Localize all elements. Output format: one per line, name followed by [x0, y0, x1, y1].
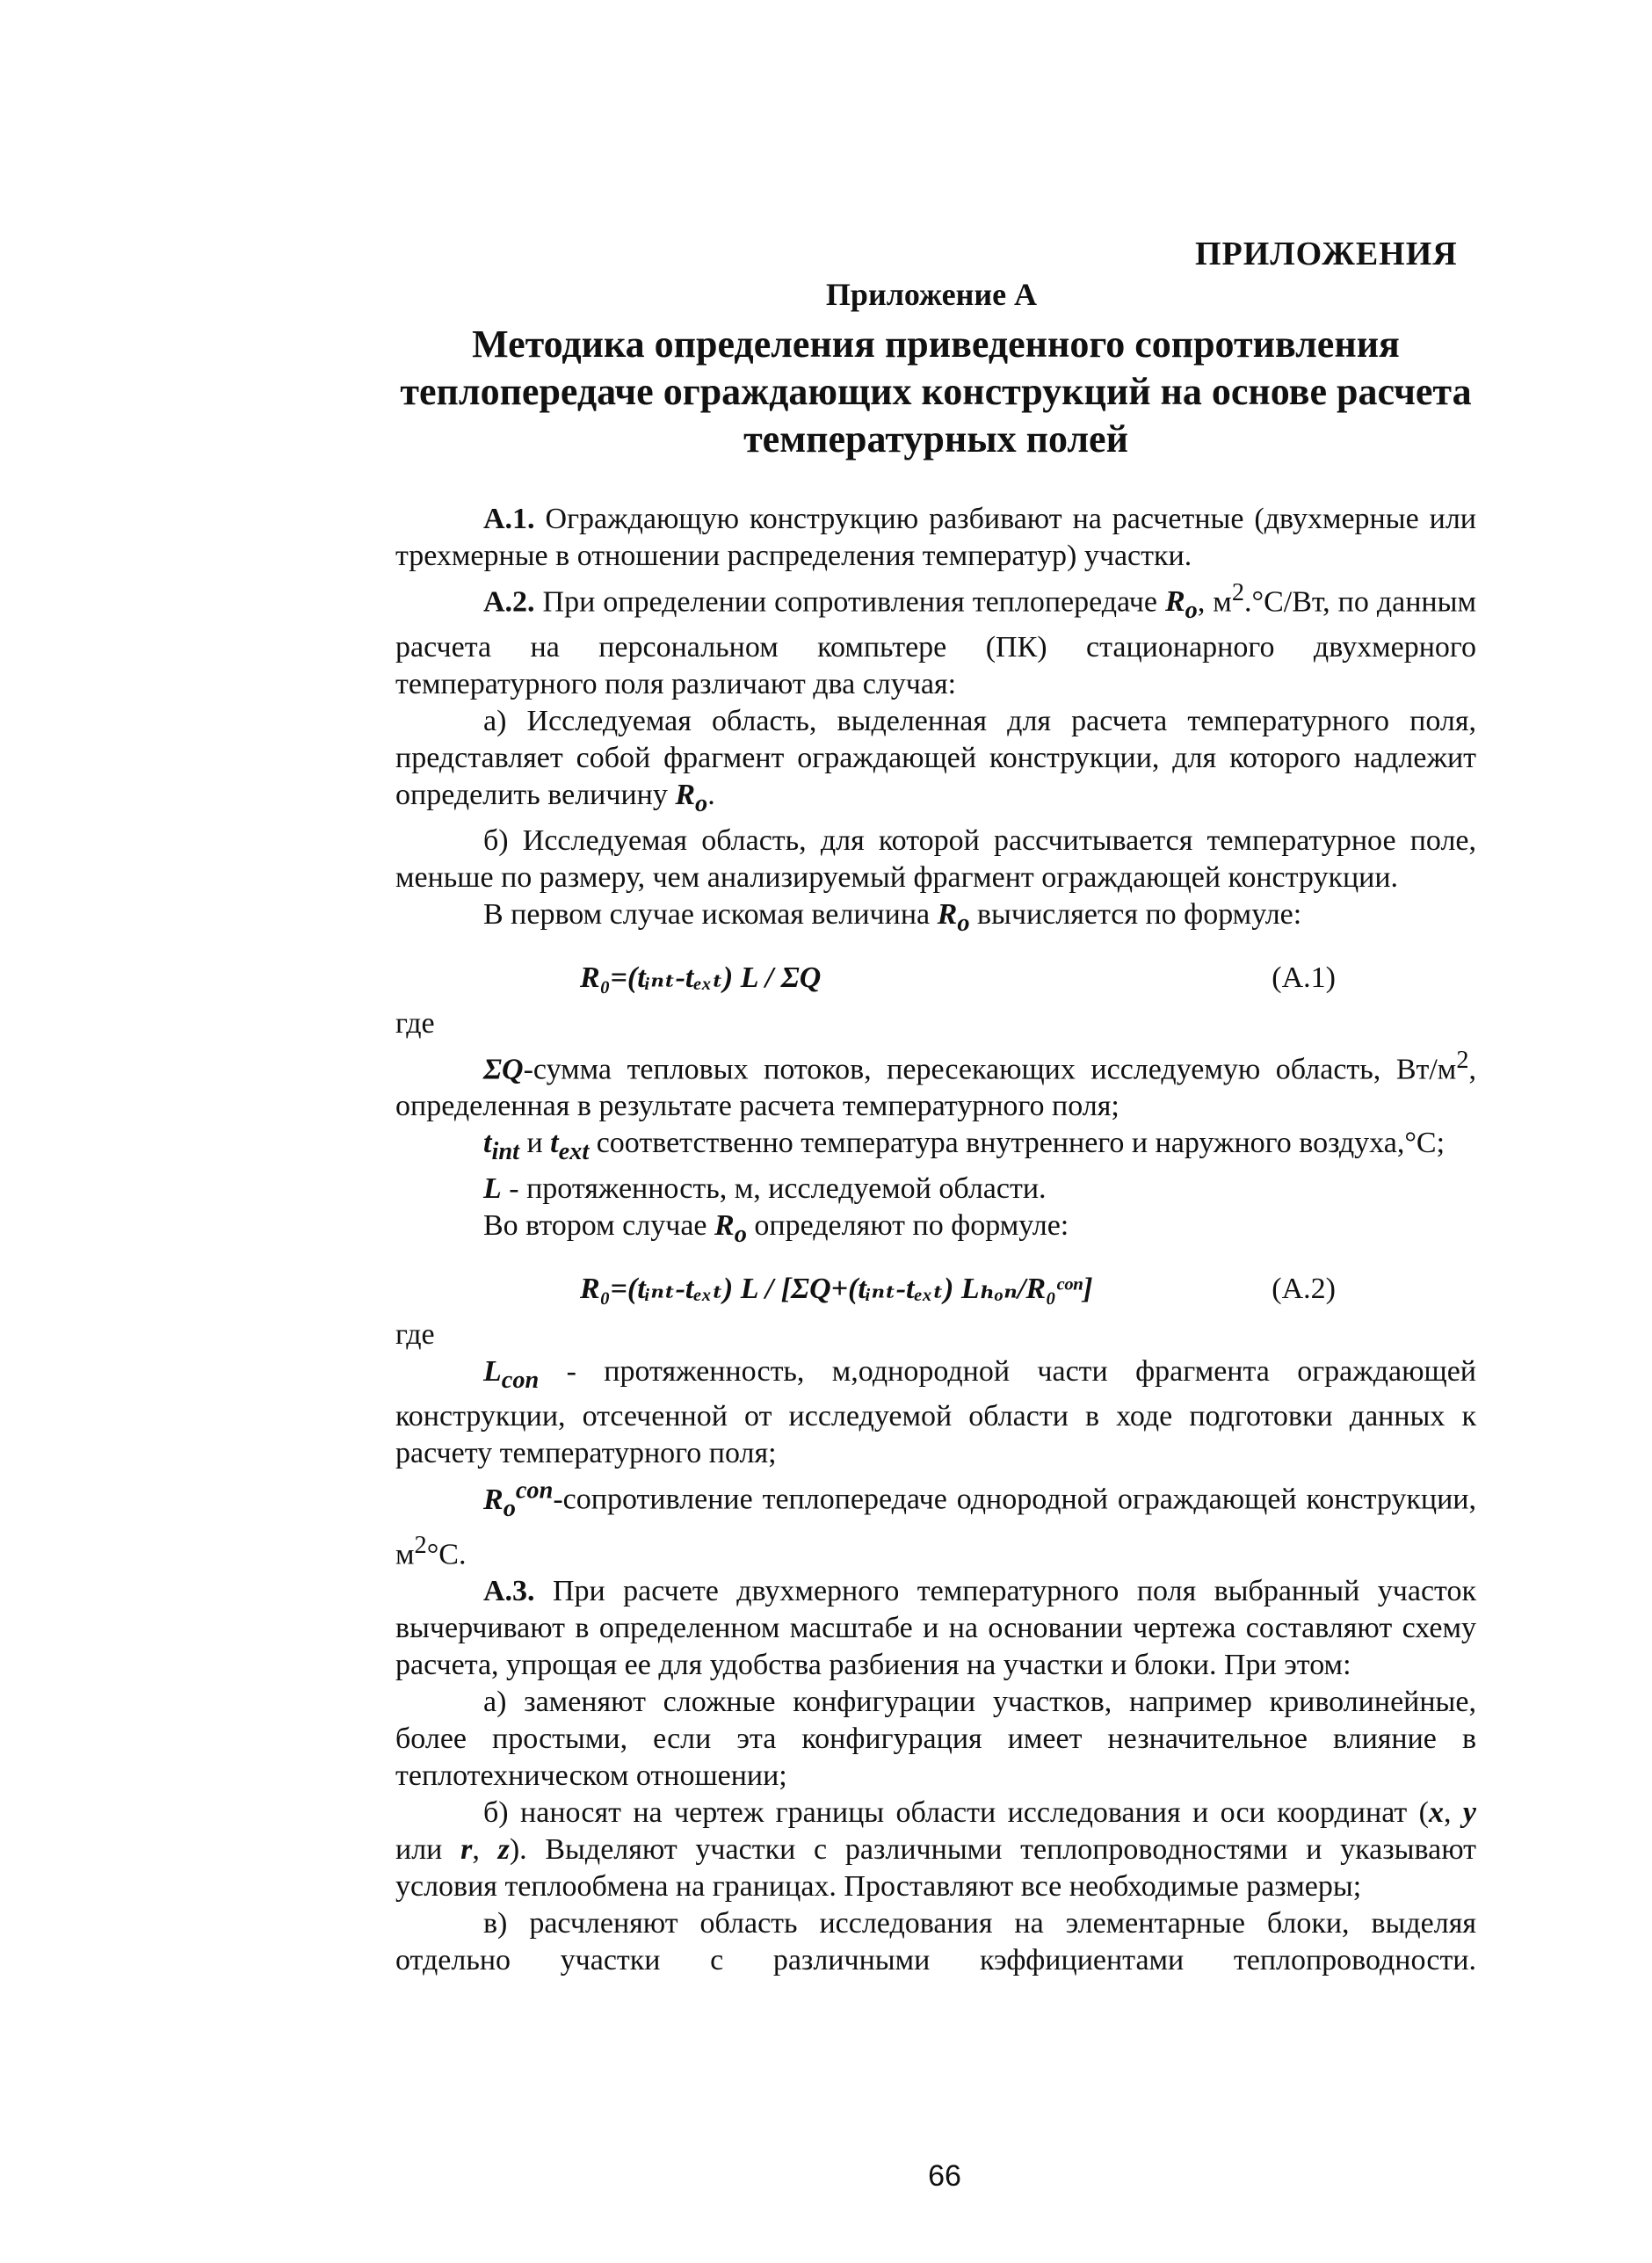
paragraph-a3-b: б) наносят на чертеж границы области исследования и оси координат (x, y или r, z). Выделяют участки с различными теплопроводностями и указывают условия теплообмена на границах. Проставляют все необходимые размеры; — [395, 1795, 1477, 1903]
formula-a2-row — [395, 1271, 1476, 1316]
paragraph-a1: А.1. Ограждающую конструкцию разбивают на расчетные (двухмерные или трехмерные в отношении распределения температур) участки. — [395, 503, 1476, 572]
definition-temperatures: $t_{int}$ и $t_{ext}$ соответственно температура внутреннего и наружного воздуха,°С; — [483, 1127, 1446, 1165]
where-label-1: где — [395, 1006, 435, 1040]
paragraph-second-case: Во втором случае $R_o$ определяют по формуле: — [483, 1208, 1069, 1248]
paragraph-a3-a: а) заменяют сложные конфигурации участков, например криволинейные, более простыми, если эта конфигурация имеет незначительное влияние в теплотехническом отношении; — [395, 1685, 1476, 1792]
appendix-label: Приложение А — [825, 277, 1038, 312]
definition-rcon: $R_o^{con}$-сопротивление теплопередаче однородной ограждающей конструкции, $м^2^\circ С$. — [395, 1476, 1476, 1570]
paragraph-first-case: В первом случае искомая величина $R_o$ вычисляется по формуле: — [483, 897, 1302, 937]
formula-a1-row — [395, 960, 1476, 1005]
definition-length: L - протяженность, м, исследуемой области. — [483, 1171, 1047, 1205]
paragraph-a3-v: в) расчленяют область исследования на элементарные блоки, выделяя отдельно участки с различными кэффициентами теплопроводности. — [395, 1906, 1476, 1976]
where-label-2: где — [395, 1317, 435, 1351]
definition-sumq: ΣQ-сумма тепловых потоков, пересекающих исследуемую область, $Вт/м^2$, определенная в результате расчета температурного поля; — [395, 1046, 1476, 1123]
definition-lcon: $L_{con}$ - протяженность, м,однородной части фрагмента ограждающей конструкции, отсеченной от исследуемой области в ходе подготовки данных к расчету температурного поля; — [395, 1354, 1476, 1470]
section-heading: ПРИЛОЖЕНИЯ — [1195, 236, 1458, 272]
formula-a2: R₀=(tᵢₙₜ-tₑₓₜ) L / [ΣQ+(tᵢₙₜ-tₑₓₜ) Lₕₒₙ/R₀ᶜᵒⁿ] — [580, 1272, 1093, 1305]
page-number: 66 — [928, 2159, 961, 2193]
formula-a1: R₀=(tᵢₙₜ-tₑₓₜ) L / ΣQ — [580, 961, 822, 994]
formula-a2-number: (А.2) — [1272, 1272, 1336, 1305]
paragraph-case-a: а) Исследуемая область, выделенная для расчета температурного поля, представляет собой фрагмент ограждающей конструкции, для которого надлежит определить величину $R_o$. — [395, 705, 1476, 817]
paragraph-a2: А.2. При определении сопротивления теплопередаче $R_o$, $м^2.^\circ С/Вт$, по данным расчета на персональном компьтере (ПК) стационарного двухмерного температурного поля различают два случая: — [395, 579, 1476, 701]
paragraph-case-b: б) Исследуемая область, для которой рассчитывается температурное поле, меньше по размеру, чем анализируемый фрагмент ограждающей конструкции. — [395, 823, 1476, 894]
paragraph-a3: А.3. При расчете двухмерного температурного поля выбранный участок вычерчивают в определенном масштабе и на основании чертежа составляют схему расчета, упрощая ее для удобства разбиения на участки и блоки. При этом: — [395, 1574, 1476, 1681]
body-text — [395, 501, 1476, 1979]
page-title: Методика определения приведенного сопротивления теплопередаче ограждающих конструкций на основе расчета температурных полей — [400, 323, 1472, 461]
formula-a1-number: (А.1) — [1272, 961, 1336, 994]
